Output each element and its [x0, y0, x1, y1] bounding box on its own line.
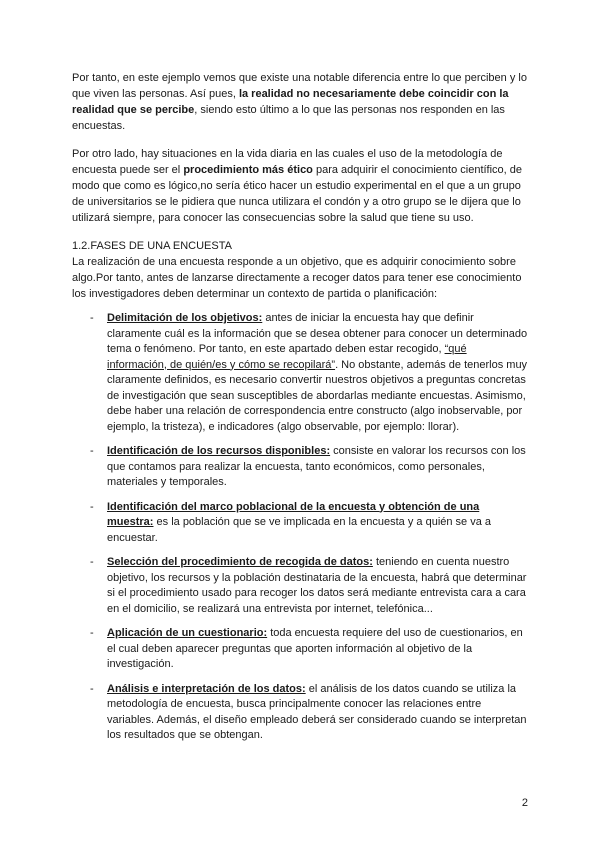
page-number: 2	[521, 797, 528, 809]
item-title: Selección del procedimiento de recogida de datos:	[107, 556, 373, 568]
list-item-procedure	[72, 555, 528, 617]
item-quote: “qué información, de quién/es y cómo se recopilará”	[107, 343, 467, 371]
list-item-sample	[72, 500, 528, 547]
item-title: Identificación de los recursos disponibles:	[107, 445, 331, 457]
item-text: consiste en valorar los recursos con los que contamos para realizar la encuesta, tanto económicos, como personales, materiales y temporales.	[107, 445, 526, 488]
bold-text: procedimiento más ético	[183, 164, 313, 176]
item-title: Delimitación de los objetivos:	[107, 312, 263, 324]
list-item-questionnaire	[72, 626, 528, 673]
list-dash: -	[90, 682, 94, 695]
item-title: Aplicación de un cuestionario:	[107, 627, 268, 639]
list-item-analysis	[72, 682, 528, 744]
item-text: . No obstante, además de tenerlos muy claramente definidos, es necesario convertir nuestros objetivos a preguntas concretas de investigación que sean susceptibles de abordarlas mediante encuestas. Asimismo, debe haber una relación de correspondencia entre constructo (algo inobservable, por ejemplo, la tristeza), e indicadores (algo observable, por ejemplo: llorar).	[107, 358, 528, 433]
list-dash: -	[90, 500, 94, 513]
paragraph-text: Por otro lado, hay situaciones en la vida diaria en las cuales el uso de la metodología de encuesta puede ser el	[72, 148, 503, 176]
item-text: el análisis de los datos cuando se utiliza la metodología de encuesta, busca principalmente conocer las relaciones entre variables. Además, el diseño empleado deberá ser considerado cuando se interpretan los resultados que se obtengan.	[107, 682, 527, 741]
paragraph-text: , siendo esto último a lo que las personas nos responden en las encuestas.	[72, 104, 505, 132]
list-dash: -	[90, 445, 94, 457]
phases-list	[72, 311, 528, 744]
item-text: toda encuesta requiere del uso de cuestionarios, en el cual deben aparecer preguntas que aporten información al objetivo de la investigación.	[107, 627, 523, 670]
paragraph-text: Por tanto, en este ejemplo vemos que existe una notable diferencia entre lo que perciben y lo que viven las personas. Así pues,	[72, 72, 527, 100]
section-intro: La realización de una encuesta responde a un objetivo, que es adquirir conocimiento sobre algo.Por tanto, antes de lanzarse directamente a recoger datos para tener ese conocimiento los investigadores deben determinar un contexto de partida o planificación:	[72, 256, 522, 300]
item-text: antes de iniciar la encuesta hay que definir claramente cuál es la información que se desea obtener para conocer un determinado tema o fenómeno. Por tanto, en este apartado deben estar recogido,	[107, 312, 528, 355]
item-title: Análisis e interpretación de los datos:	[107, 682, 306, 695]
paragraph-perception	[72, 70, 528, 134]
item-text: es la población que se ve implicada en la encuesta y a quién se va a encuestar.	[107, 516, 492, 544]
document-page	[72, 70, 528, 753]
item-text: teniendo en cuenta nuestro objetivo, los recursos y la población destinataria de la encuesta, habrá que determinar si el procedimiento usado para recoger los datos será mediante entrevista cara a cara en el domicilio, se realizará una entrevista por internet, telefónica...	[107, 556, 527, 615]
paragraph-ethics	[72, 146, 528, 226]
list-dash: -	[90, 627, 94, 639]
item-title: Identificación del marco poblacional de la encuesta y obtención de una muestra:	[107, 500, 480, 528]
list-item-objectives	[72, 311, 528, 435]
paragraph-text: para adquirir el conocimiento científico, de modo que como es lógico,no sería ético hacer un estudio experimental en el que a un grupo de universitarios se le pidiera que nunca utilizara el condón y a otro grupo se le dijera que lo utilizará siempre, para conocer las consecuencias sobre la salud que tiene su uso.	[72, 164, 523, 224]
list-item-resources	[72, 444, 528, 491]
section-heading: 1.2.FASES DE UNA ENCUESTA	[72, 240, 232, 252]
list-dash: -	[90, 556, 94, 568]
list-dash: -	[90, 312, 94, 324]
bold-text: la realidad no necesariamente debe coincidir con la realidad que se percibe	[72, 88, 509, 116]
